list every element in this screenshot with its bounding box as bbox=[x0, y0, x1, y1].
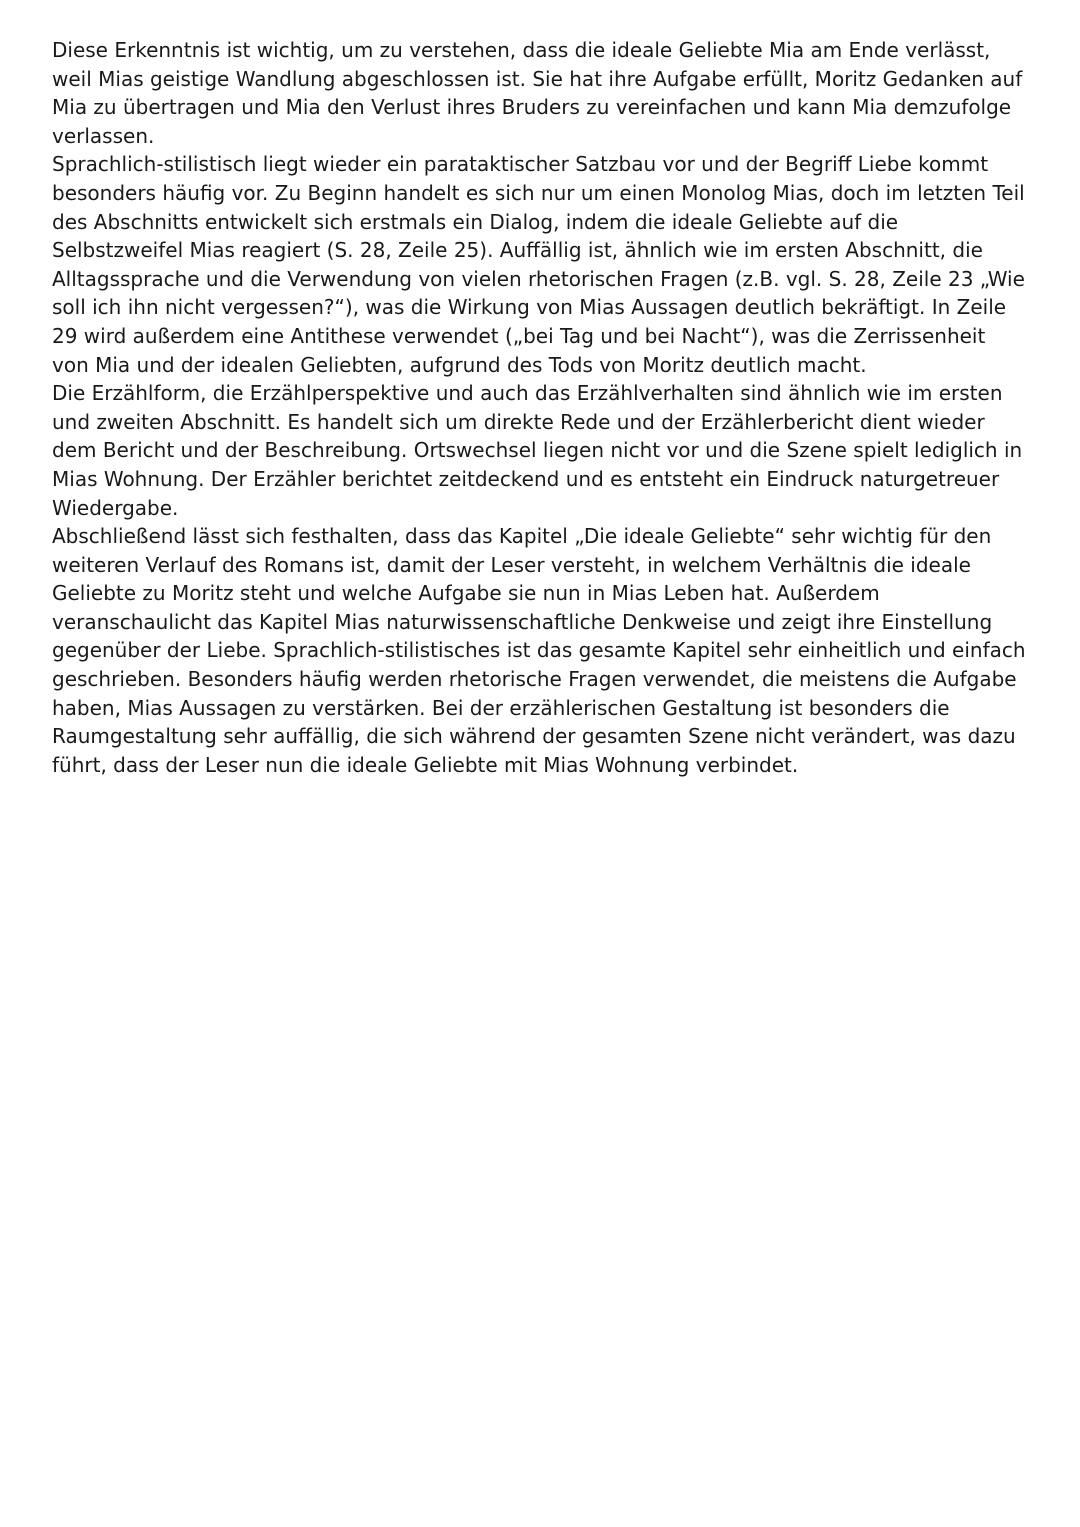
paragraph-summary: Abschließend lässt sich festhalten, dass das Kapitel „Die ideale Geliebte“ sehr wichtig für den weiteren Verlauf des Romans ist, damit der Leser versteht, in welchem Verhältnis die ideale Geliebte zu Moritz steht und welche Aufgabe sie nun in Mias Leben hat. Außerdem veranschaulicht das Kapitel Mias naturwissenschaftliche Denkweise und zeigt ihre Einstellung gegenüber der Liebe. Sprachlich-stilistisches ist das gesamte Kapitel sehr einheitlich und einfach geschrieben. Besonders häufig werden rhetorische Fragen verwendet, die meistens die Aufgabe haben, Mias Aussagen zu verstärken. Bei der erzählerischen Gestaltung ist besonders die Raumgestaltung sehr auffällig, die sich während der gesamten Szene nicht verändert, was dazu führt, dass der Leser nun die ideale Geliebte mit Mias Wohnung verbindet. bbox=[52, 524, 1026, 777]
paragraph-narrative-form: Die Erzählform, die Erzählperspektive und auch das Erzählverhalten sind ähnlich wie im ersten und zweiten Abschnitt. Es handelt sich um direkte Rede und der Erzählerbericht dient wieder dem Bericht und der Beschreibung. Ortswechsel liegen nicht vor und die Szene spielt lediglich in Mias Wohnung. Der Erzähler berichtet zeitdeckend und es entsteht ein Eindruck naturgetreuer Wiedergabe. bbox=[52, 381, 1023, 520]
paragraph-language-style: Sprachlich-stilistisch liegt wieder ein parataktischer Satzbau vor und der Begriff Liebe kommt besonders häufig vor. Zu Beginn handelt es sich nur um einen Monolog Mias, doch im letzten Teil des Abschnitts entwickelt sich erstmals ein Dialog, indem die ideale Geliebte auf die Selbstzweifel Mias reagiert (S. 28, Zeile 25). Auffällig ist, ähnlich wie im ersten Abschnitt, die Alltagssprache und die Verwendung von vielen rhetorischen Fragen (z.B. vgl. S. 28, Zeile 23 „Wie soll ich ihn nicht vergessen?“), was die Wirkung von Mias Aussagen deutlich bekräftigt. In Zeile 29 wird außerdem eine Antithese verwendet („bei Tag und bei Nacht“), was die Zerrissenheit von Mia und der idealen Geliebten, aufgrund des Tods von Moritz deutlich macht. bbox=[52, 152, 1025, 377]
paragraph-conclusion-intro: Diese Erkenntnis ist wichtig, um zu verstehen, dass die ideale Geliebte Mia am Ende verlässt, weil Mias geistige Wandlung abgeschlossen ist. Sie hat ihre Aufgabe erfüllt, Moritz Gedanken auf Mia zu übertragen und Mia den Verlust ihres Bruders zu vereinfachen und kann Mia demzufolge verlassen. bbox=[52, 38, 1023, 148]
document-body bbox=[52, 36, 1027, 779]
